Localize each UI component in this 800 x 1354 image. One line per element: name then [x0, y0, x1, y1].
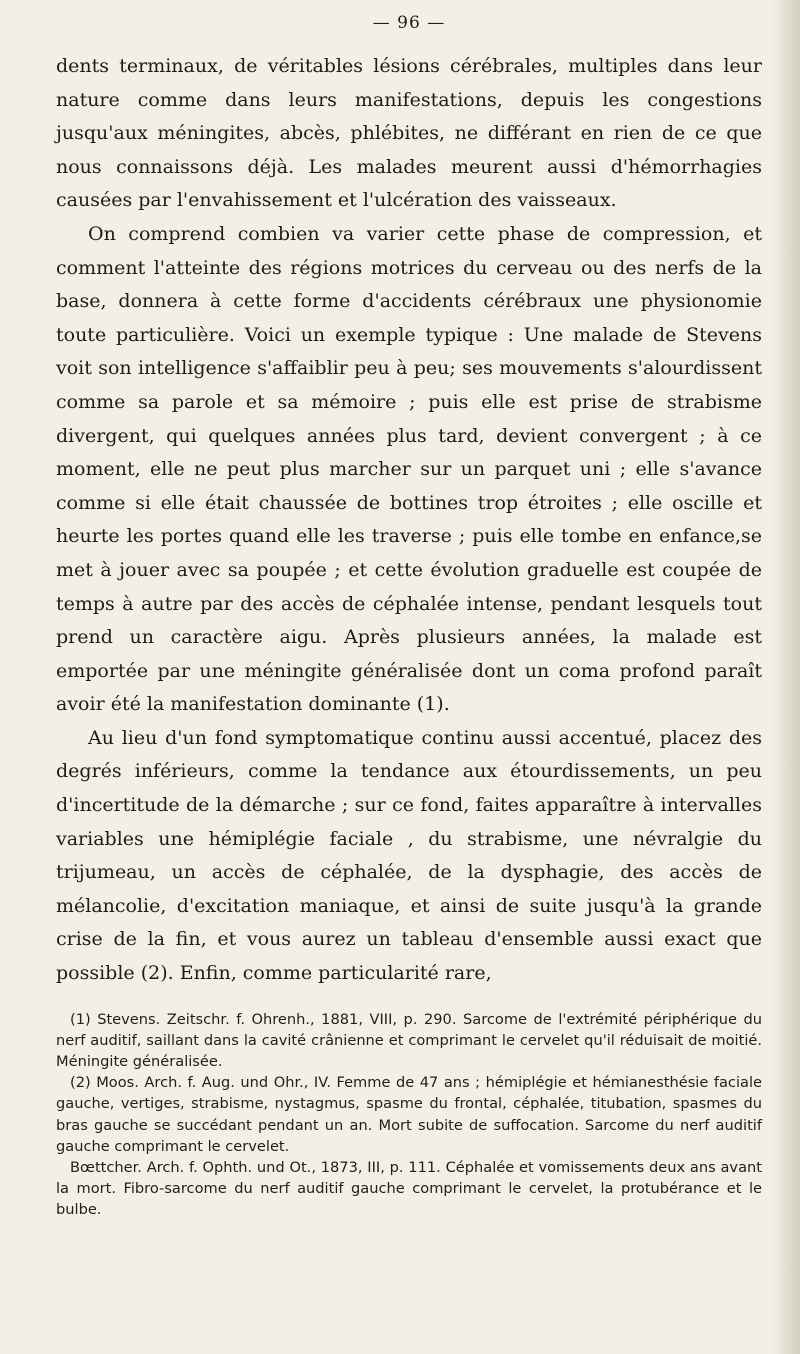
footnotes: [56, 1009, 762, 1221]
paragraph-1: dents terminaux, de véritables lésions cérébrales, multiples dans leur nature comme dans leurs manifestations, depuis les congestions jusqu'aux méningites, abcès, phlébites, ne différant en rien de ce que nous connaissons déjà. Les malades meurent aussi d'hémorrhagies causées par l'envahissement et l'ulcération des vaisseaux.: [56, 55, 762, 212]
footnote-1: (1) Stevens. Zeitschr. f. Ohrenh., 1881, VIII, p. 290. Sarcome de l'extrémité périphérique du nerf auditif, saillant dans la cavité crânienne et comprimant le cervelet qu'il réduisait de moitié. Méningite généralisée.: [56, 1010, 762, 1071]
footnote-2-continued: Bœttcher. Arch. f. Ophth. und Ot., 1873, III, p. 111. Céphalée et vomissements deux ans avant la mort. Fibro-sarcome du nerf auditif gauche comprimant le cervelet, la protubérance et le bulbe.: [56, 1159, 762, 1219]
body-text: [56, 50, 762, 991]
page-number: — 96 —: [372, 13, 446, 33]
book-page: [56, 10, 762, 1221]
paragraph-2: On comprend combien va varier cette phase de compression, et comment l'atteinte des régions motrices du cerveau ou des nerfs de la base, donnera à cette forme d'accidents cérébraux une physionomie toute particulière. Voici un exemple typique : Une malade de Stevens voit son intelligence s'affaiblir peu à peu; ses mouvements s'alourdissent comme sa parole et sa mémoire ; puis elle est prise de strabisme divergent, qui quelques années plus tard, devient convergent ; à ce moment, elle ne peut plus marcher sur un parquet uni ; elle s'avance comme si elle était chaussée de bottines trop étroites ; elle oscille et heurte les portes quand elle les traverse ; puis elle tombe en enfance,se met à jouer avec sa poupée ; et cette évolution graduelle est coupée de temps à autre par des accès de céphalée intense, pendant lesquels tout prend un caractère aigu. Après plusieurs années, la malade est emportée par une méningite généralisée dont un coma profond paraît avoir été la manifestation dominante (1).: [56, 222, 762, 716]
paragraph-3: Au lieu d'un fond symptomatique continu aussi accentué, placez des degrés inférieurs, comme la tendance aux étourdissements, un peu d'incertitude de la démarche ; sur ce fond, faites apparaître à intervalles variables une hémiplégie faciale , du strabisme, une névralgie du trijumeau, un accès de céphalée, de la dysphagie, des accès de mélancolie, d'excitation maniaque, et ainsi de suite jusqu'à la grande crise de la fin, et vous aurez un tableau d'ensemble aussi exact que possible (2). Enfin, comme particularité rare,: [56, 726, 762, 985]
page-edge-shadow: [772, 0, 800, 1354]
footnote-2: (2) Moos. Arch. f. Aug. und Ohr., IV. Femme de 47 ans ; hémiplégie et hémianesthésie faciale gauche, vertiges, strabisme, nystagmus, spasme du frontal, céphalée, titubation, spasmes du bras gauche se succédant pendant un an. Mort subite de suffocation. Sarcome du nerf auditif gauche comprimant le cervelet.: [56, 1074, 762, 1155]
